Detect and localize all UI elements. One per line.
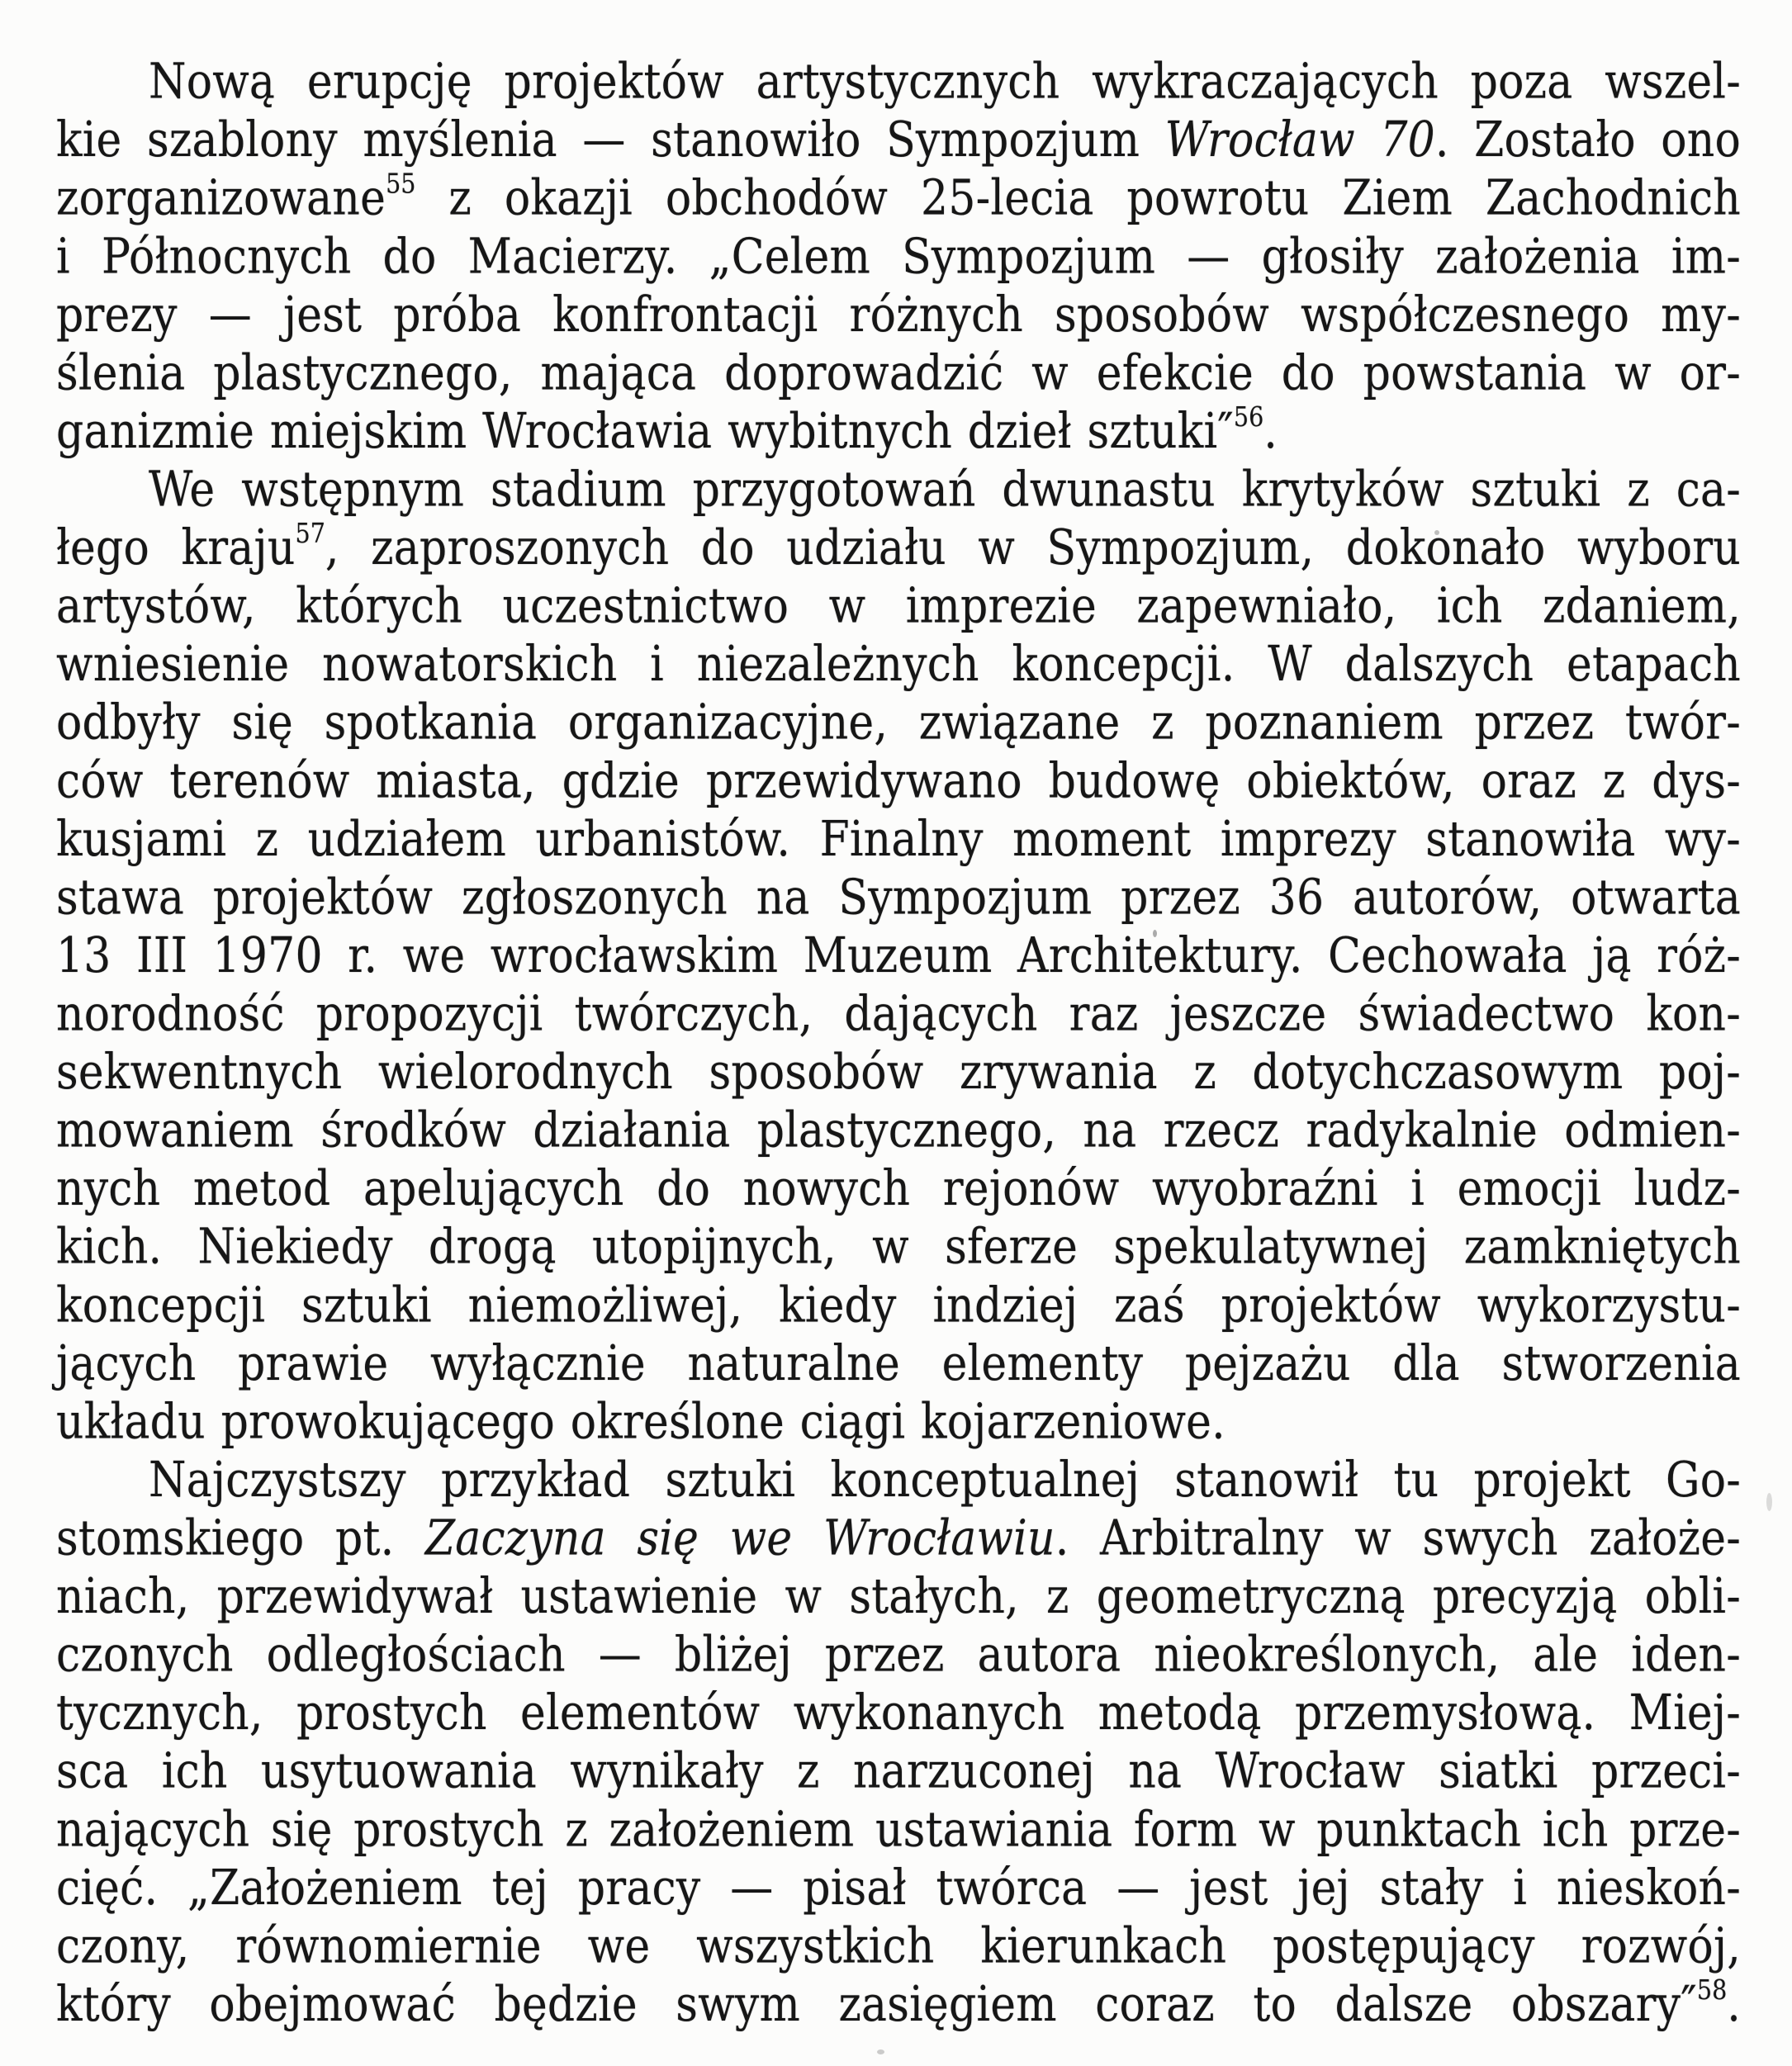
text-segment: nych metod apelujących do nowych rejonów wyobraźni i emocji ludz- <box>56 1160 1741 1217</box>
text-line <box>56 926 1741 985</box>
text-segment: 13 III 1970 r. we wrocławskim Muzeum Architektury. Cechowała ją róż- <box>56 927 1741 984</box>
text-line <box>56 1393 1741 1452</box>
text-line <box>56 694 1741 752</box>
text-line <box>56 1917 1741 1976</box>
text-line <box>56 1567 1741 1626</box>
text-line <box>56 752 1741 811</box>
text-line <box>56 1043 1741 1102</box>
text-line <box>56 1859 1741 1917</box>
text-segment: ców terenów miasta, gdzie przewidywano budowę obiektów, oraz z dys- <box>56 752 1741 810</box>
italic-text-segment: Wrocław 70 <box>1164 111 1435 168</box>
footnote-reference: 57 <box>295 516 325 549</box>
text-line <box>56 869 1741 927</box>
scan-speck <box>877 2049 884 2054</box>
text-segment: . Arbitralny w swych założe- <box>1055 1510 1741 1567</box>
paragraph <box>56 1451 1741 2034</box>
text-segment: . <box>1727 1976 1741 2033</box>
text-segment: i Północnych do Macierzy. „Celem Sympozjum — głosiły założenia im- <box>56 228 1741 286</box>
text-line <box>56 111 1741 170</box>
text-segment: zorganizowane <box>56 170 386 227</box>
text-line <box>56 53 1741 111</box>
text-segment: kie szablony myślenia — stanowiło Sympozjum <box>56 111 1165 168</box>
text-line <box>56 1685 1741 1743</box>
text-line <box>56 1218 1741 1277</box>
text-segment: koncepcji sztuki niemożliwej, kiedy indziej zaś projektów wykorzystu- <box>56 1277 1741 1334</box>
text-segment: niach, przewidywał ustawienie w stałych, z geometryczną precyzją obli- <box>56 1568 1741 1625</box>
footnote-reference: 56 <box>1233 400 1264 433</box>
text-segment: z okazji obchodów 25-lecia powrotu Ziem Zachodnich <box>415 170 1741 227</box>
text-segment: kich. Niekiedy drogą utopijnych, w sferze spekulatywnej zamkniętych <box>56 1219 1741 1276</box>
paragraph <box>56 461 1741 1451</box>
scan-speck <box>1153 930 1157 937</box>
text-segment: tycznych, prostych elementów wykonanych metodą przemysłową. Miej- <box>56 1685 1741 1741</box>
text-line <box>56 1742 1741 1801</box>
text-segment: stawa projektów zgłoszonych na Sympozjum przez 36 autorów, otwarta <box>56 869 1741 926</box>
text-segment: kusjami z udziałem urbanistów. Finalny moment imprezy stanowiła wy- <box>56 811 1741 868</box>
body-text <box>56 53 1741 2034</box>
text-line <box>56 1102 1741 1160</box>
text-segment: Nową erupcję projektów artystycznych wykraczających poza wszel- <box>149 54 1741 111</box>
text-segment: sca ich usytuowania wynikały z narzuconej na Wrocław siatki przeci- <box>56 1743 1741 1800</box>
text-line <box>56 1160 1741 1219</box>
text-line <box>56 1801 1741 1860</box>
text-segment: czony, równomiernie we wszystkich kierunkach postępujący rozwój, <box>56 1917 1741 1975</box>
footnote-reference: 55 <box>386 167 416 199</box>
text-line <box>56 1277 1741 1335</box>
text-segment: nających się prostych z założeniem ustawiania form w punktach ich prze- <box>56 1801 1741 1859</box>
text-line <box>56 402 1741 461</box>
text-line <box>56 1451 1741 1509</box>
text-line <box>56 636 1741 694</box>
text-line <box>56 1509 1741 1568</box>
text-segment: łego kraju <box>56 519 296 576</box>
text-segment: norodność propozycji twórczych, dających raz jeszcze świadectwo kon- <box>56 986 1741 1043</box>
text-line <box>56 344 1741 403</box>
text-segment: We wstępnym stadium przygotowań dwunastu krytyków sztuki z ca- <box>149 462 1741 519</box>
text-segment: . <box>1263 403 1278 460</box>
text-segment: prezy — jest próba konfrontacji różnych sposobów współczesnego my- <box>56 287 1741 344</box>
text-segment: jących prawie wyłącznie naturalne elementy pejzażu dla stworzenia <box>56 1335 1741 1392</box>
text-segment: wniesienie nowatorskich i niezależnych koncepcji. W dalszych etapach <box>56 636 1741 693</box>
paragraph <box>56 53 1741 461</box>
italic-text-segment: Zaczyna się we Wrocławiu <box>424 1510 1055 1567</box>
text-segment: sekwentnych wielorodnych sposobów zrywania z dotychczasowym poj- <box>56 1044 1741 1101</box>
text-segment: który obejmować będzie swym zasięgiem coraz to dalsze obszary″ <box>56 1976 1697 2033</box>
text-segment: Najczystszy przykład sztuki konceptualnej stanowił tu projekt Go- <box>149 1452 1741 1509</box>
text-segment: ślenia plastycznego, mająca doprowadzić w efekcie do powstania w or- <box>56 344 1741 402</box>
text-segment: cięć. „Założeniem tej pracy — pisał twórca — jest jej stały i nieskoń- <box>56 1860 1741 1917</box>
text-segment: , zaproszonych do udziału w Sympozjum, dokonało wyboru <box>325 519 1741 576</box>
text-segment: . Zostało ono <box>1434 111 1741 168</box>
text-line <box>56 1626 1741 1685</box>
footnote-reference: 58 <box>1696 1973 1728 2006</box>
text-segment: ganizmie miejskim Wrocławia wybitnych dzieł sztuki″ <box>56 403 1234 460</box>
text-line <box>56 228 1741 287</box>
text-line <box>56 810 1741 869</box>
text-line <box>56 1334 1741 1393</box>
text-line <box>56 577 1741 636</box>
text-segment: mowaniem środków działania plastycznego, na rzecz radykalnie odmien- <box>56 1102 1741 1159</box>
text-line <box>56 169 1741 228</box>
scan-speck <box>1290 1004 1295 1008</box>
text-segment: czonych odległościach — bliżej przez autora nieokreślonych, ale iden- <box>56 1627 1741 1684</box>
text-line <box>56 985 1741 1044</box>
text-line <box>56 286 1741 344</box>
text-segment: artystów, których uczestnictwo w imprezie zapewniało, ich zdaniem, <box>56 578 1741 635</box>
text-line <box>56 516 1741 577</box>
text-line <box>56 1975 1741 2034</box>
text-line <box>56 461 1741 519</box>
scan-speck <box>1434 530 1439 535</box>
text-segment: odbyły się spotkania organizacyjne, związane z poznaniem przez twór- <box>56 694 1741 751</box>
text-segment: układu prowokującego określone ciągi kojarzeniowe. <box>56 1393 1225 1451</box>
text-block <box>56 53 1741 2033</box>
text-segment: stomskiego pt. <box>56 1510 425 1567</box>
scan-speck <box>1766 1493 1772 1511</box>
